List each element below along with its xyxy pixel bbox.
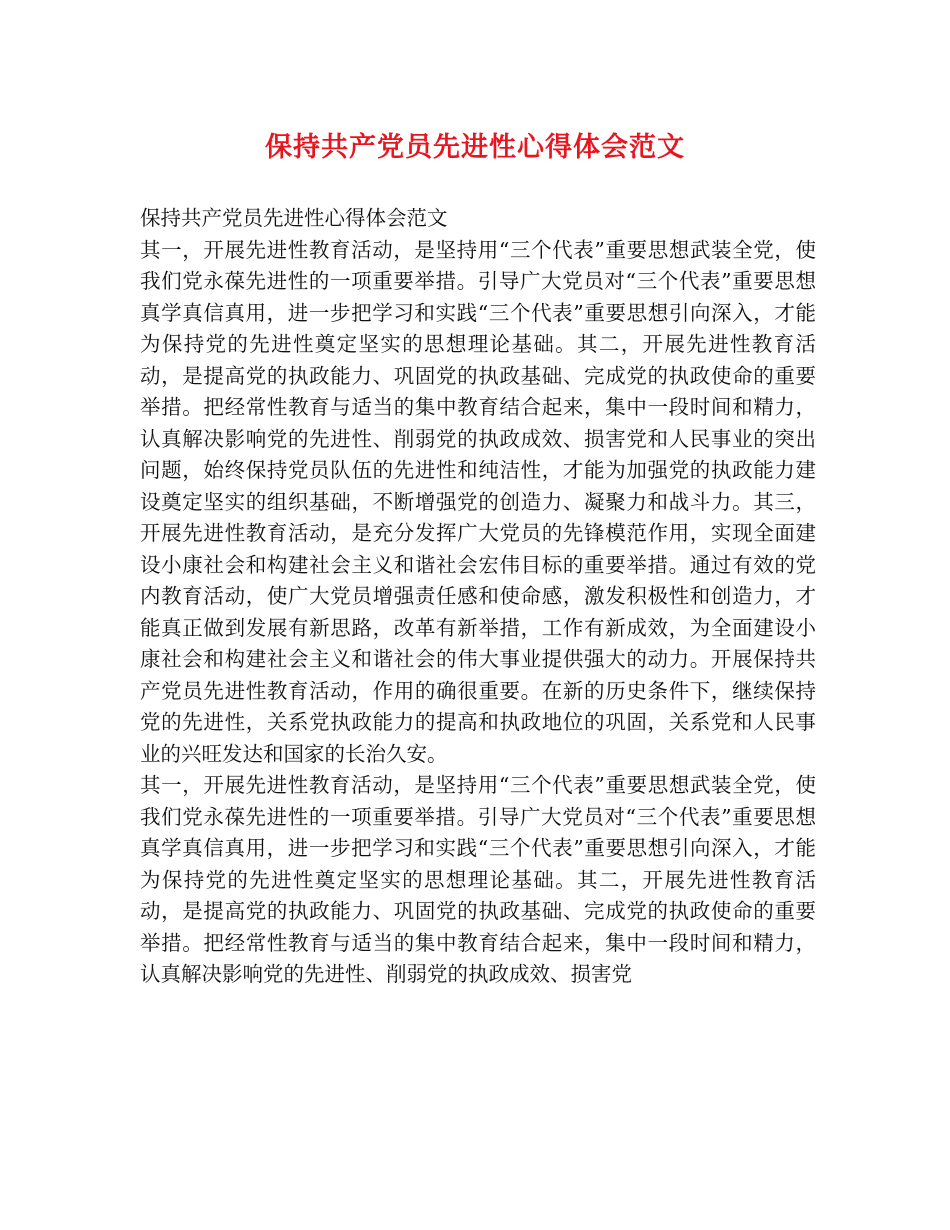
body-paragraph-1: 其一，开展先进性教育活动，是坚持用“三个代表”重要思想武装全党，使我们党永葆先进性的一项重要举措。引导广大党员对“三个代表”重要思想真学真信真用，进一步把学习和实践“三个代表”重要思想引向深入，才能为保持党的先进性奠定坚实的思想理论基础。其二，开展先进性教育活动，是提高党的执政能力、巩固党的执政基础、完成党的执政使命的重要举措。把经常性教育与适当的集中教育结合起来，集中一段时间和精力，认真解决影响党的先进性、削弱党的执政成效、损害党和人民事业的突出问题，始终保持党员队伍的先进性和纯洁性，才能为加强党的执政能力建设奠定坚实的组织基础，不断增强党的创造力、凝聚力和战斗力。其三，开展先进性教育活动，是充分发挥广大党员的先锋模范作用，实现全面建设小康社会和构建社会主义和谐社会宏伟目标的重要举措。通过有效的党内教育活动，使广大党员增强责任感和使命感，激发积极性和创造力，才能真正做到发展有新思路，改革有新举措，工作有新成效，为全面建设小康社会和构建社会主义和谐社会的伟大事业提供强大的动力。开展保持共产党员先进性教育活动，作用的确很重要。在新的历史条件下，继续保持党的先进性，关系党执政能力的提高和执政地位的巩固，关系党和人民事业的兴旺发达和国家的长治久安。 [140,237,816,766]
document-body [140,203,816,991]
document-subtitle: 保持共产党员先进性心得体会范文 [140,206,448,230]
body-paragraph-2: 其一，开展先进性教育活动，是坚持用“三个代表”重要思想武装全党，使我们党永葆先进性的一项重要举措。引导广大党员对“三个代表”重要思想真学真信真用，进一步把学习和实践“三个代表”重要思想引向深入，才能为保持党的先进性奠定坚实的思想理论基础。其二，开展先进性教育活动，是提高党的执政能力、巩固党的执政基础、完成党的执政使命的重要举措。把经常性教育与适当的集中教育结合起来，集中一段时间和精力，认真解决影响党的先进性、削弱党的执政成效、损害党 [140,773,816,986]
document-title: 保持共产党员先进性心得体会范文 [265,132,685,163]
